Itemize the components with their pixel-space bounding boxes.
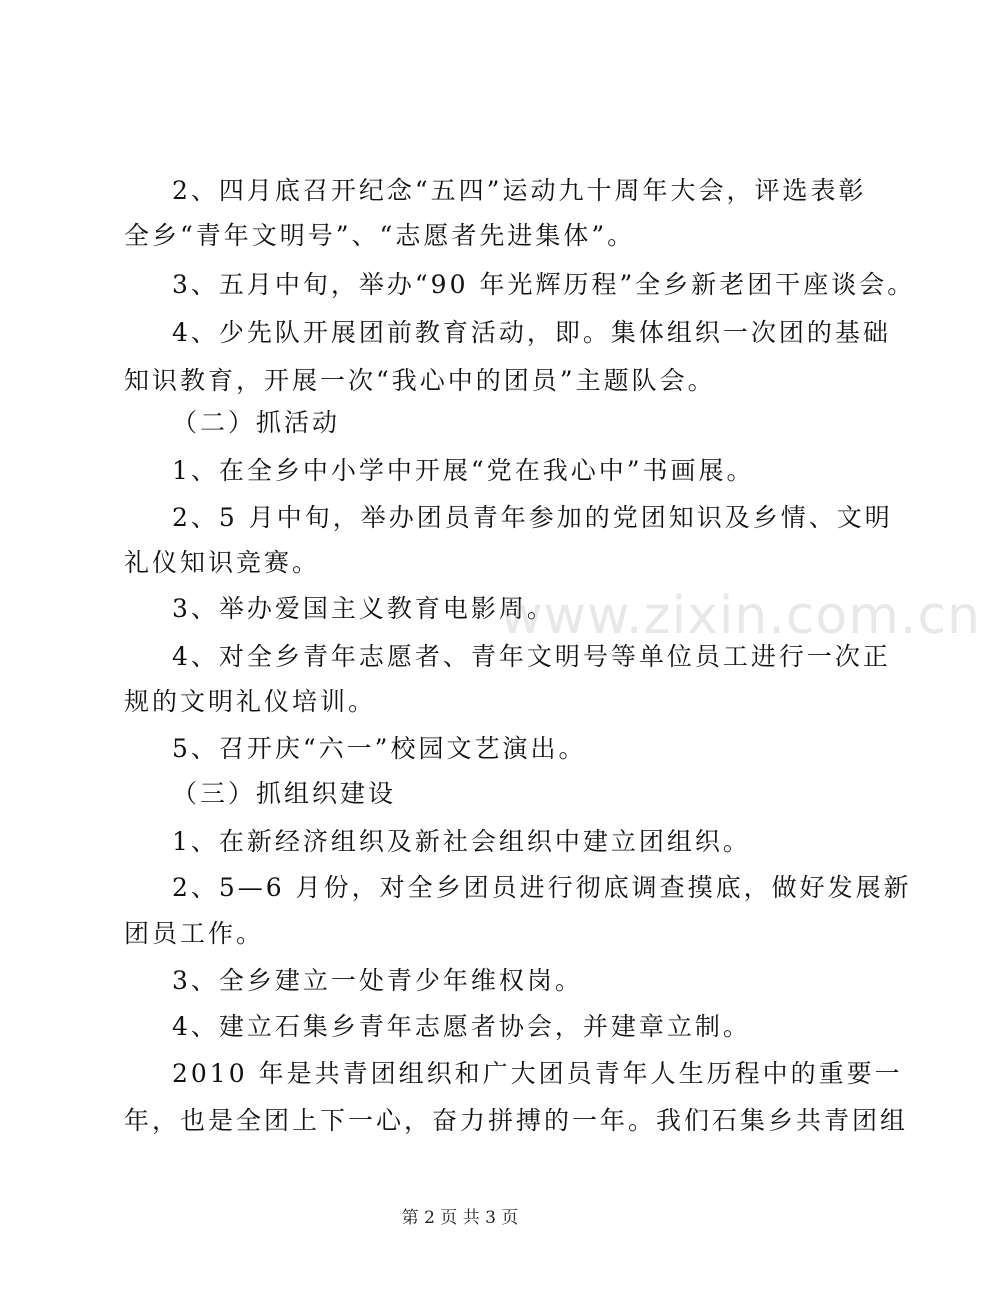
paragraph-line: 3、举办爱国主义教育电影周。 bbox=[172, 594, 555, 623]
paragraph-line: 礼仪知识竞赛。 bbox=[124, 548, 321, 577]
paragraph-line: 1、在新经济组织及新社会组织中建立团组织。 bbox=[172, 827, 751, 856]
paragraph-line: 4、对全乡青年志愿者、青年文明号等单位员工进行一次正 bbox=[172, 642, 891, 671]
paragraph-line: 知识教育，开展一次“我心中的团员”主题队会。 bbox=[124, 366, 716, 395]
paragraph-line: 2、5 月中旬，举办团员青年参加的党团知识及乡情、文明 bbox=[172, 503, 893, 532]
paragraph-line: 3、全乡建立一处青少年维权岗。 bbox=[172, 966, 583, 995]
paragraph-line: 年，也是全团上下一心，奋力拼搏的一年。我们石集乡共青团组 bbox=[124, 1106, 909, 1135]
paragraph-line: 4、少先队开展团前教育活动，即。集体组织一次团的基础 bbox=[172, 318, 891, 347]
paragraph-line: 2、四月底召开纪念“五四”运动九十周年大会，评选表彰 bbox=[172, 176, 867, 205]
paragraph-line: 2010 年是共青团组织和广大团员青年人生历程中的重要一 bbox=[172, 1059, 903, 1088]
paragraph-line: 2、5—6 月份，对全乡团员进行彻底调查摸底，做好发展新 bbox=[172, 873, 912, 902]
paragraph-line: 规的文明礼仪培训。 bbox=[124, 687, 377, 716]
paragraph-line: 4、建立石集乡青年志愿者协会，并建章立制。 bbox=[172, 1012, 751, 1041]
paragraph-line: 3、五月中旬，举办“90 年光辉历程”全乡新老团干座谈会。 bbox=[172, 270, 916, 299]
paragraph-line: 全乡“青年文明号”、“志愿者先进集体”。 bbox=[124, 221, 636, 250]
section-heading: （二）抓活动 bbox=[172, 408, 341, 437]
watermark: www.zixin.com.cn bbox=[500, 586, 981, 646]
paragraph-line: 1、在全乡中小学中开展“党在我心中”书画展。 bbox=[172, 456, 755, 485]
page-footer: 第 2 页 共 3 页 bbox=[401, 1208, 519, 1228]
paragraph-line: 5、召开庆“六一”校园文艺演出。 bbox=[172, 734, 587, 763]
paragraph-line: 团员工作。 bbox=[124, 919, 265, 948]
section-heading: （三）抓组织建设 bbox=[172, 779, 397, 808]
